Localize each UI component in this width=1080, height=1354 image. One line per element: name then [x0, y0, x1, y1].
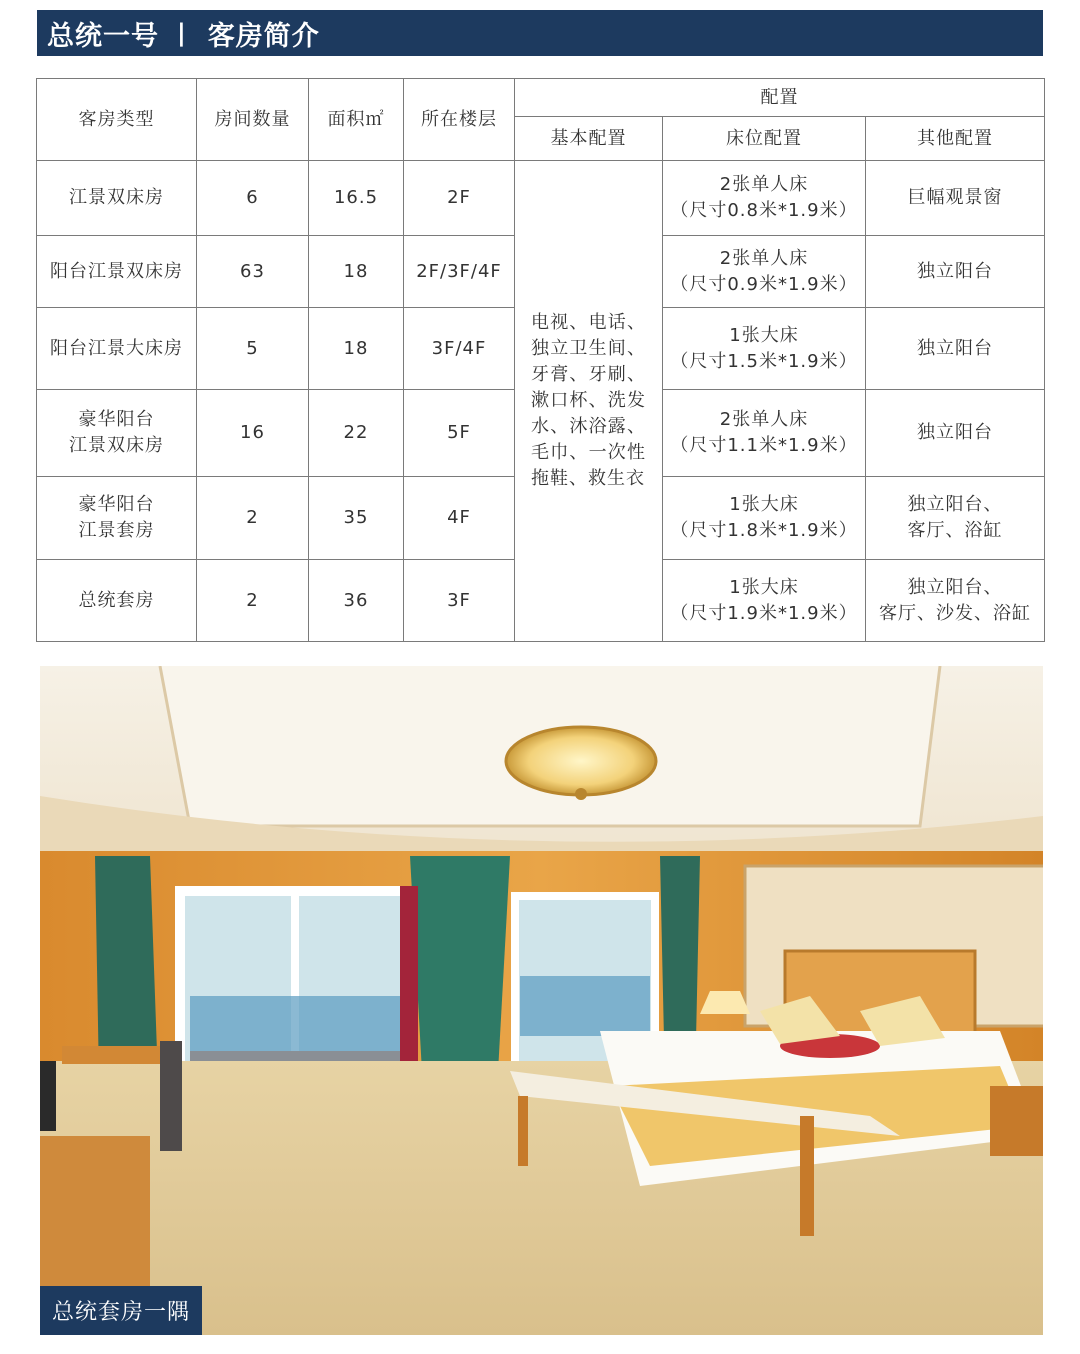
- suite-illustration: [40, 666, 1043, 1335]
- header-config-group: 配置: [515, 79, 1045, 117]
- bed-config-cell: [663, 390, 866, 477]
- other-line1: 独立阳台、: [907, 576, 1003, 598]
- floor-cell: 2F/3F/4F: [404, 236, 515, 308]
- bed-line1: 2张单人床: [719, 247, 809, 269]
- bed-config-cell: [663, 560, 866, 642]
- area-cell: 18: [309, 236, 404, 308]
- area-cell: 36: [309, 560, 404, 642]
- header-basic-config: 基本配置: [515, 117, 663, 161]
- room-count-cell: 63: [197, 236, 309, 308]
- other-line1: 独立阳台、: [907, 494, 1003, 515]
- bed-line1: 1张大床: [729, 324, 799, 346]
- room-table: [36, 78, 1045, 642]
- room-type-cell: [37, 308, 197, 390]
- header-area: 面积㎡: [309, 79, 404, 161]
- bed-line2: （尺寸0.8米*1.9米）: [670, 200, 858, 221]
- suite-photo: [40, 666, 1043, 1335]
- bed-line2: （尺寸1.8米*1.9米）: [670, 520, 858, 541]
- bed-line2: （尺寸1.9米*1.9米）: [670, 602, 858, 624]
- header-separator: |: [177, 19, 186, 47]
- room-type-cell: [37, 477, 197, 560]
- room-type-cell: [37, 236, 197, 308]
- room-type-cell: [37, 560, 197, 642]
- other-line2: 客厅、浴缸: [907, 520, 1003, 541]
- other-line1: 独立阳台: [917, 422, 994, 443]
- area-cell: 35: [309, 477, 404, 560]
- floor-cell: 5F: [404, 390, 515, 477]
- room-type-cell: [37, 390, 197, 477]
- room-count-cell: 5: [197, 308, 309, 390]
- header-room-type: 客房类型: [37, 79, 197, 161]
- table-row: [37, 161, 1045, 236]
- bed-config-cell: [663, 308, 866, 390]
- other-config-cell: [866, 236, 1045, 308]
- section-title: 客房简介: [207, 20, 320, 52]
- bed-line1: 2张单人床: [719, 409, 809, 430]
- photo-caption: 总统套房一隅: [40, 1286, 202, 1335]
- area-cell: 16.5: [309, 161, 404, 236]
- bed-config-cell: [663, 236, 866, 308]
- room-type-line1: 豪华阳台: [78, 409, 155, 430]
- floor-cell: 2F: [404, 161, 515, 236]
- header-other-config: 其他配置: [866, 117, 1045, 161]
- bed-config-cell: [663, 477, 866, 560]
- other-config-cell: [866, 308, 1045, 390]
- other-config-cell: [866, 560, 1045, 642]
- header-room-count: 房间数量: [197, 79, 309, 161]
- room-type-line1: 总统套房: [78, 589, 155, 611]
- room-type-line2: 江景套房: [78, 520, 155, 541]
- bed-line1: 2张单人床: [719, 174, 809, 195]
- bed-line2: （尺寸1.5米*1.9米）: [670, 350, 858, 372]
- room-type-cell: [37, 161, 197, 236]
- floor-cell: 4F: [404, 477, 515, 560]
- bed-line2: （尺寸0.9米*1.9米）: [670, 273, 858, 295]
- floor-cell: 3F: [404, 560, 515, 642]
- other-config-cell: [866, 477, 1045, 560]
- room-type-line2: 江景双床房: [69, 435, 164, 456]
- other-config-cell: [866, 161, 1045, 236]
- room-type-line1: 阳台江景双床房: [50, 260, 183, 282]
- bed-line2: （尺寸1.1米*1.9米）: [670, 435, 858, 456]
- other-line1: 巨幅观景窗: [907, 187, 1003, 208]
- room-type-line1: 江景双床房: [69, 187, 164, 208]
- header-bed-config: 床位配置: [663, 117, 866, 161]
- ship-name: 总统一号: [47, 20, 159, 52]
- section-header: [37, 10, 1043, 56]
- other-line1: 独立阳台: [917, 337, 994, 359]
- room-type-line1: 豪华阳台: [78, 494, 155, 515]
- area-cell: 22: [309, 390, 404, 477]
- room-count-cell: 6: [197, 161, 309, 236]
- bed-config-cell: [663, 161, 866, 236]
- bed-line1: 1张大床: [729, 494, 799, 515]
- other-config-cell: [866, 390, 1045, 477]
- room-count-cell: 2: [197, 477, 309, 560]
- header-floor: 所在楼层: [404, 79, 515, 161]
- bed-line1: 1张大床: [729, 576, 799, 598]
- floor-cell: 3F/4F: [404, 308, 515, 390]
- room-count-cell: 2: [197, 560, 309, 642]
- room-type-line1: 阳台江景大床房: [50, 337, 183, 359]
- area-cell: 18: [309, 308, 404, 390]
- other-line1: 独立阳台: [917, 260, 994, 282]
- other-line2: 客厅、沙发、浴缸: [879, 602, 1032, 624]
- room-count-cell: 16: [197, 390, 309, 477]
- basic-config-cell: 电视、电话、独立卫生间、牙膏、牙刷、漱口杯、洗发水、沐浴露、毛巾、一次性拖鞋、救生衣: [515, 161, 663, 642]
